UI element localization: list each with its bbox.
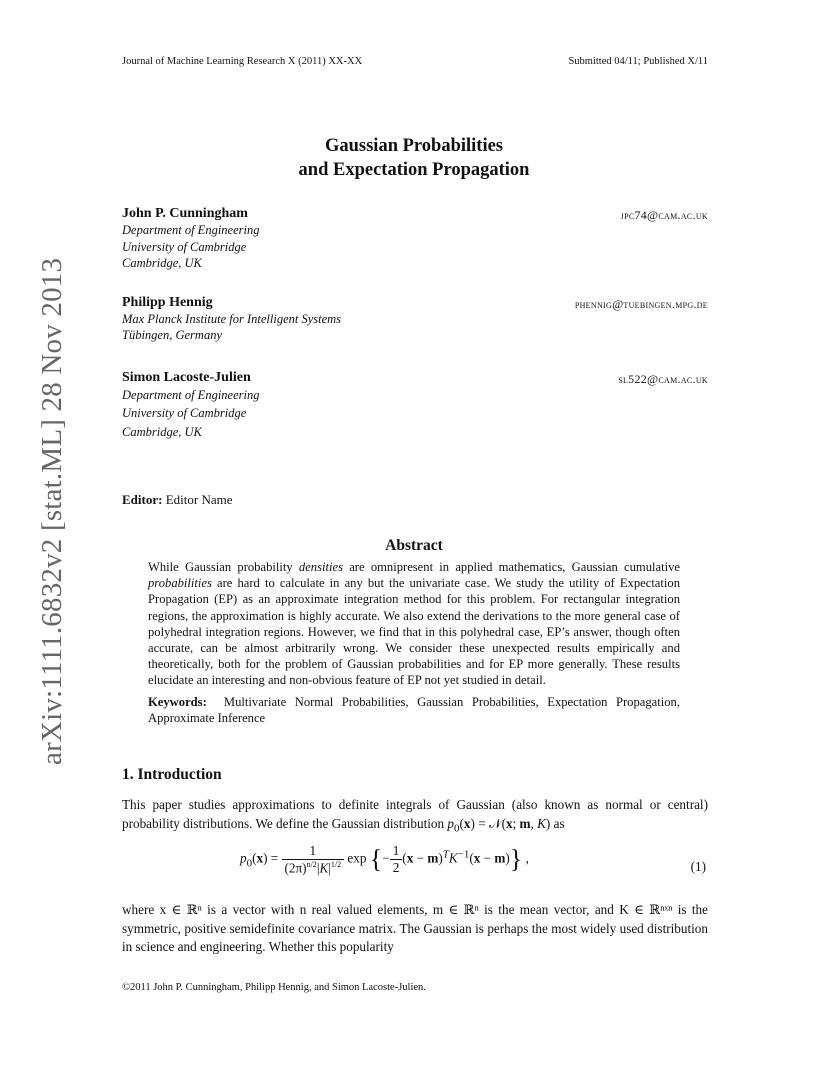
affiliation-line: Department of Engineering (122, 388, 260, 402)
author-email: jpc74@cam.ac.uk (620, 208, 708, 222)
submission-date: Submitted 04/11; Published X/11 (568, 56, 708, 67)
author-email: sl522@cam.ac.uk (618, 372, 708, 386)
equation-number: (1) (690, 859, 706, 874)
abstract-heading: Abstract (385, 537, 443, 554)
affiliation-line: Cambridge, UK (122, 256, 202, 270)
affiliation-line: Department of Engineering (122, 223, 260, 237)
abstract-body (148, 559, 680, 726)
intro-paragraph-1: This paper studies approximations to definite integrals of Gaussian (also known as normal or central) probability distributions. We define the Gaussian distribution $p_0(x)$ = 𝒩(x; m, K) as (122, 797, 708, 835)
affiliation-line: Cambridge, UK (122, 425, 202, 439)
paper-title-line2: and Expectation Propagation (298, 160, 530, 180)
affiliation-line: Tübingen, Germany (122, 328, 222, 342)
editor-label: Editor: (122, 492, 163, 507)
section-heading: 1. Introduction (122, 766, 222, 783)
arxiv-stamp: arXiv:1111.6832v2 [stat.ML] 28 Nov 2013 (36, 257, 68, 765)
abstract-paragraph: While Gaussian probability densities are omnipresent in applied mathematics, Gaussian cumulative probabilities are hard to calculate in any but the univariate case. We study the utility of Expectation Propagation (EP) as an approximate integration method for this problem. For rectangular integration regions, the approximation is highly accurate. We also extend the derivations to the more general case of polyhedral integration regions. However, we find that in this polyhedral case, EP’s answer, though often accurate, can be almost arbitrarily wrong. We consider these unexpected results empirically and theoretically, both for the problem of Gaussian probabilities and for EP more generally. These results elucidate an interesting and non-obvious feature of EP not yet studied in detail. (148, 560, 680, 688)
affiliation-line: University of Cambridge (122, 406, 247, 420)
affiliation-line: Max Planck Institute for Intelligent Systems (122, 312, 342, 326)
author-name: Philipp Hennig (122, 295, 213, 310)
paper-title-line1: Gaussian Probabilities (324, 136, 504, 156)
editor-name: Editor Name (165, 492, 233, 507)
author-name: John P. Cunningham (122, 206, 248, 221)
editor-line (122, 492, 233, 508)
author-email: phennig@tuebingen.mpg.de (574, 297, 708, 311)
gaussian-density-equation: $p_0(x)$ = $\frac{1}{(2\pi)^{n/2}|K|^{1/2}}$ exp {− $\frac{1}{2}$ $(x - m)^TK^{-1}(x - m)$} , (240, 843, 529, 876)
intro-paragraph-2: where x ∈ ℝⁿ is a vector with n real valued elements, m ∈ ℝⁿ is the mean vector, and K ∈ ℝⁿˣⁿ is the symmetric, positive semidefinite covariance matrix. The Gaussian is perhaps the most widely used distribution in science and engineering. Whether this popularity (122, 902, 708, 954)
journal-header: Journal of Machine Learning Research X (2011) XX-XX (122, 56, 363, 67)
copyright-footer: ©2011 John P. Cunningham, Philipp Hennig, and Simon Lacoste-Julien. (122, 982, 426, 993)
keywords: Keywords: Multivariate Normal Probabilities, Gaussian Probabilities, Expectation Propagation, Approximate Inference (148, 694, 680, 725)
author-name: Simon Lacoste-Julien (122, 370, 251, 385)
affiliation-line: University of Cambridge (122, 240, 247, 254)
